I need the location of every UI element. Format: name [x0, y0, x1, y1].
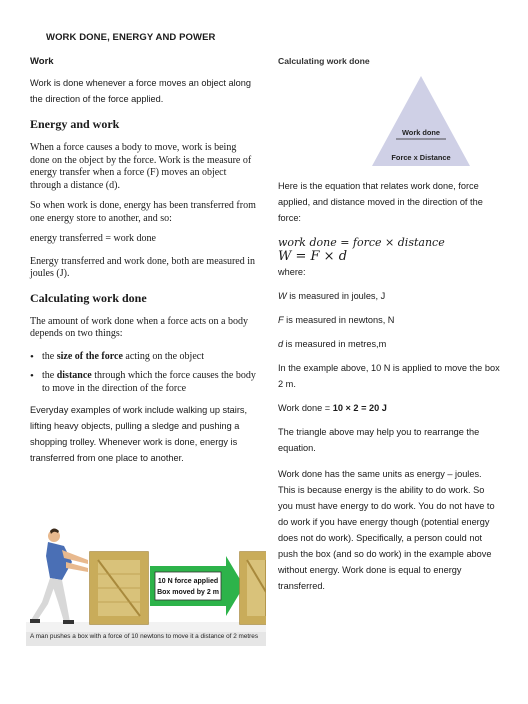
energy-paragraph-4: Energy transferred and work done, both are measured in joules (J).: [30, 255, 256, 279]
symbol-f: F: [278, 315, 284, 325]
where-label: where:: [278, 267, 306, 277]
symbol-d: d: [278, 339, 284, 349]
definition-d: [278, 336, 500, 352]
energy-paragraph-1: When a force causes a body to move, work is being done on the object by the force. Work is the measure of energy transfer when a force (F) moves an object through a distance (d).: [30, 142, 252, 191]
triangle-note: The triangle above may help you to rearrange the equation.: [278, 427, 480, 453]
energy-heading: Energy and work: [30, 117, 120, 131]
triangle-top-label: Work done: [401, 128, 441, 137]
energy-paragraph-2: So when work is done, energy has been transferred from one energy store to another, and so:: [30, 200, 256, 224]
man-figure: [30, 529, 88, 625]
list-item: [42, 351, 258, 364]
calc-result: 10 × 2 = 20 J: [332, 403, 387, 413]
calc-prefix: Work done =: [278, 403, 333, 413]
energy-paragraph-3: energy transferred = work done: [30, 233, 156, 244]
calculation-line: [278, 400, 500, 416]
triangle-bottom-label: Force x Distance: [391, 153, 451, 162]
bullet-text: acting on the object: [122, 350, 204, 362]
arrow-label-distance: Box moved by 2 m: [157, 589, 219, 596]
work-text: Work is done whenever a force moves an object along the direction of the force applied.: [30, 78, 251, 104]
bullet-list: [30, 351, 258, 396]
list-item: [42, 370, 258, 395]
bullet-text: the: [42, 370, 57, 381]
closing-paragraph: Work done has the same units as energy – joules. This is because energy is the ability to do work. So you must have energy to do work. You do not have to do work if you have energy though (potential energy does not do work). Specifically, a person could not push the box (and so do work) in the example above without energy. Work done is equal to energy transferred.: [278, 469, 495, 591]
definition-f: [278, 312, 500, 328]
bullet-bold: size of the force: [56, 350, 123, 362]
example-text: In the example above, 10 N is applied to move the box 2 m.: [278, 363, 500, 389]
definition-d-text: is measured in metres,m: [283, 339, 387, 349]
crate-start: [90, 552, 148, 624]
bullet-text: the: [42, 350, 57, 362]
arrow-label-force: 10 N force applied: [157, 578, 219, 585]
work-heading: Work: [30, 56, 54, 67]
equation-words: work done = force × distance: [278, 236, 445, 249]
crate-end: [240, 552, 266, 624]
left-column: [30, 56, 258, 466]
symbol-w: W: [278, 291, 287, 301]
bullet-bold: distance: [56, 370, 92, 381]
definition-w: [278, 288, 500, 304]
right-heading: Calculating work done: [278, 56, 370, 66]
bullet-text: through which the force causes the body to move in the direction of the force: [42, 370, 256, 394]
equation-intro: Here is the equation that relates work done, force applied, and distance moved in the direction of the force:: [278, 181, 483, 223]
definition-w-text: is measured in joules, J: [286, 291, 386, 301]
examples-paragraph: Everyday examples of work include walking up stairs, lifting heavy objects, pulling a sledge and pushing a shopping trolley. Whenever work is done, energy is transferred from one place to another.: [30, 405, 248, 463]
calc-paragraph: The amount of work done when a force acts on a body depends on two things:: [30, 315, 248, 339]
calc-heading: Calculating work done: [30, 290, 147, 305]
definition-f-text: is measured in newtons, N: [283, 315, 395, 325]
force-arrow: [150, 556, 244, 616]
equation-symbols: W = F × d: [278, 249, 348, 264]
right-column: [278, 56, 500, 594]
page-title: WORK DONE, ENERGY AND POWER: [46, 32, 216, 43]
formula-triangle: [366, 72, 476, 168]
figure-caption: A man pushes a box with a force of 10 newtons to move it a distance of 2 metres: [30, 633, 259, 640]
